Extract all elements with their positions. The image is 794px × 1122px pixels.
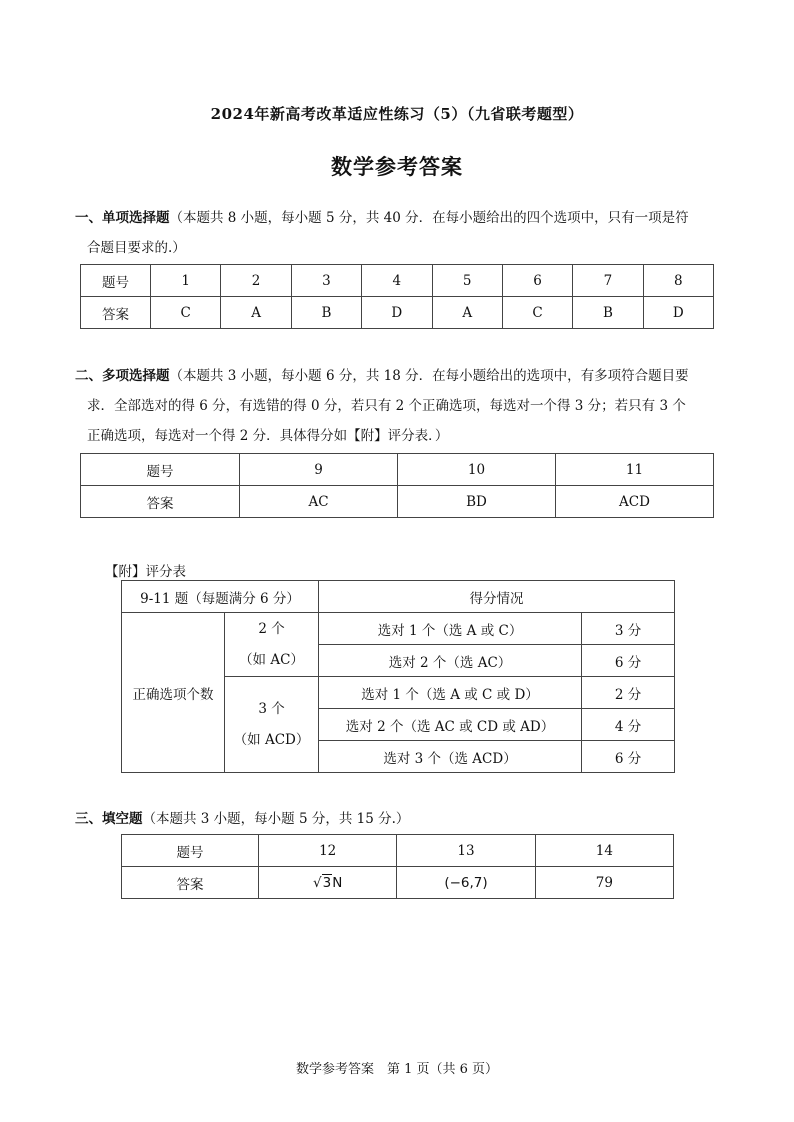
question-number: 8 xyxy=(643,265,713,297)
answer-cell-12 xyxy=(259,867,397,899)
scoring-group-three xyxy=(225,677,319,773)
scoring-case: 选对 3 个（选 ACD） xyxy=(319,741,582,773)
sqrt-symbol: √ xyxy=(313,874,322,891)
question-number: 7 xyxy=(573,265,643,297)
answer-cell: B xyxy=(291,297,361,329)
section1-answer-table xyxy=(80,264,714,329)
question-number: 10 xyxy=(398,454,556,486)
section3-intro xyxy=(75,804,725,834)
section2-desc-line3: 正确选项，每选对一个得 2 分．具体得分如【附】评分表．） xyxy=(87,428,449,444)
row-header-answer: 答案 xyxy=(81,297,151,329)
question-number: 14 xyxy=(535,835,673,867)
scoring-score: 6 分 xyxy=(582,645,675,677)
scoring-row-label: 正确选项个数 xyxy=(122,613,225,773)
section3-answer-table xyxy=(121,834,674,899)
scoring-group-three-count: 3 个 xyxy=(258,700,285,717)
table-row xyxy=(122,613,675,645)
section2-desc-line1: （本题共 3 小题，每小题 6 分，共 18 分．在每小题给出的选项中，有多项符合题目要 xyxy=(169,368,689,384)
section3-number: 三、 xyxy=(75,811,102,827)
scoring-group-two-example: （如 AC） xyxy=(239,651,304,668)
scoring-score: 6 分 xyxy=(582,741,675,773)
section1-intro xyxy=(75,203,725,263)
section1-heading: 单项选择题 xyxy=(102,210,170,226)
section2-intro xyxy=(75,361,725,451)
row-header-number: 题号 xyxy=(81,454,240,486)
table-row xyxy=(81,486,714,518)
section1-number: 一、 xyxy=(75,210,102,226)
question-number: 13 xyxy=(397,835,535,867)
scoring-case: 选对 1 个（选 A 或 C 或 D） xyxy=(319,677,582,709)
answer12-radicand: 3 xyxy=(322,874,332,891)
question-number: 2 xyxy=(221,265,291,297)
scoring-header-left: 9-11 题（每题满分 6 分） xyxy=(122,581,319,613)
section2-answer-table xyxy=(80,453,714,518)
row-header-number: 题号 xyxy=(81,265,151,297)
answer-cell-13: (−6,7) xyxy=(397,867,535,899)
table-row xyxy=(81,265,714,297)
table-row xyxy=(122,581,675,613)
section2-number: 二、 xyxy=(75,368,102,384)
answer-cell: B xyxy=(573,297,643,329)
scoring-score: 3 分 xyxy=(582,613,675,645)
table-row xyxy=(81,454,714,486)
answer-cell-14: 79 xyxy=(535,867,673,899)
scoring-score: 2 分 xyxy=(582,677,675,709)
scoring-group-two-count: 2 个 xyxy=(258,620,285,637)
answer-cell: D xyxy=(643,297,713,329)
section2-desc-line2: 求．全部选对的得 6 分，有选错的得 0 分，若只有 2 个正确选项，每选对一个得 3 分；若只有 3 个 xyxy=(87,398,686,414)
row-header-answer: 答案 xyxy=(81,486,240,518)
scoring-header-right: 得分情况 xyxy=(319,581,675,613)
question-number: 4 xyxy=(362,265,432,297)
section3-desc-line1: （本题共 3 小题，每小题 5 分，共 15 分.） xyxy=(142,811,410,827)
question-number: 11 xyxy=(556,454,714,486)
scoring-group-three-example: （如 ACD） xyxy=(233,731,310,748)
answer-cell: D xyxy=(362,297,432,329)
answer-cell: AC xyxy=(240,486,398,518)
answer-cell: BD xyxy=(398,486,556,518)
question-number: 9 xyxy=(240,454,398,486)
question-number: 5 xyxy=(432,265,502,297)
row-header-number: 题号 xyxy=(122,835,259,867)
row-header-answer: 答案 xyxy=(122,867,259,899)
table-row xyxy=(122,867,674,899)
scoring-case: 选对 1 个（选 A 或 C） xyxy=(319,613,582,645)
scoring-case: 选对 2 个（选 AC 或 CD 或 AD） xyxy=(319,709,582,741)
table-row xyxy=(81,297,714,329)
document-title: 2024年新高考改革适应性练习（5）（九省联考题型） xyxy=(210,105,584,123)
question-number: 1 xyxy=(151,265,221,297)
scoring-group-two xyxy=(225,613,319,677)
section1-desc-line2: 合题目要求的.） xyxy=(87,240,186,256)
section1-desc-line1: （本题共 8 小题，每小题 5 分，共 40 分．在每小题给出的四个选项中，只有一项是符 xyxy=(169,210,689,226)
answer-cell: C xyxy=(151,297,221,329)
answer-cell: C xyxy=(502,297,572,329)
answer-cell: A xyxy=(221,297,291,329)
page-footer: 数学参考答案 第 1 页（共 6 页） xyxy=(295,1062,499,1077)
answer-cell: A xyxy=(432,297,502,329)
scoring-score: 4 分 xyxy=(582,709,675,741)
scoring-table xyxy=(121,580,675,773)
scoring-case: 选对 2 个（选 AC） xyxy=(319,645,582,677)
answer-cell: ACD xyxy=(556,486,714,518)
question-number: 6 xyxy=(502,265,572,297)
question-number: 12 xyxy=(259,835,397,867)
section3-heading: 填空题 xyxy=(102,811,143,827)
question-number: 3 xyxy=(291,265,361,297)
table-row xyxy=(122,835,674,867)
scoring-table-label: 【附】评分表 xyxy=(105,564,186,580)
document-subtitle: 数学参考答案 xyxy=(331,154,463,179)
section2-heading: 多项选择题 xyxy=(102,368,170,384)
answer12-unit: N xyxy=(332,874,343,891)
